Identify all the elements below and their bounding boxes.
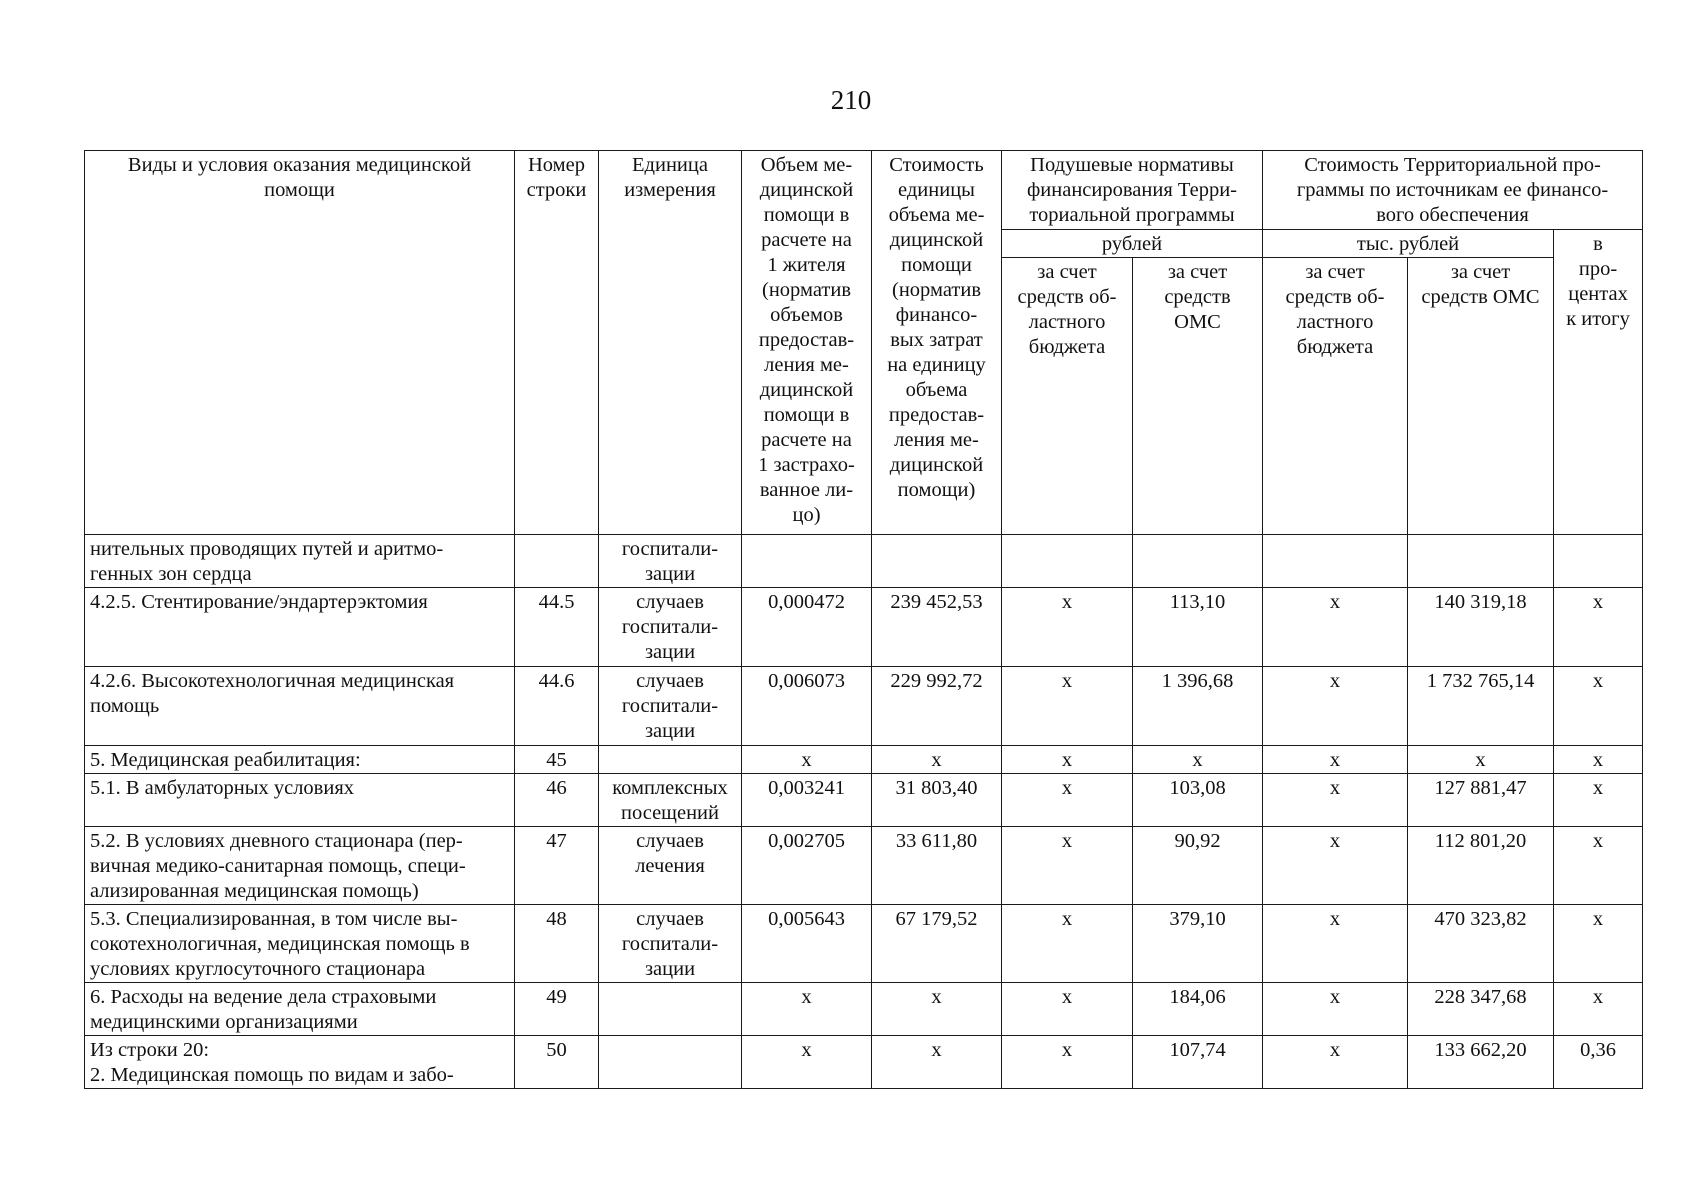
cell-unit: случаев госпитали- зации xyxy=(599,588,742,667)
cell-row-number: 44.5 xyxy=(515,588,599,667)
cell-care-type: 4.2.6. Высокотехнологичная медицинская помощь xyxy=(85,667,515,746)
cell-row-number: 50 xyxy=(515,1036,599,1089)
header-care-type: Виды и условия оказания медицинской помощи xyxy=(85,151,515,535)
header-program-oms: за счет средств ОМС xyxy=(1408,258,1554,535)
cell-care-type: 4.2.5. Стентирование/эндартерэктомия xyxy=(85,588,515,667)
cell-volume: 0,000472 xyxy=(742,588,872,667)
cell-per-capita-regional: x xyxy=(1002,667,1133,746)
cell-per-capita-regional xyxy=(1002,535,1133,588)
cell-per-capita-regional: x xyxy=(1002,827,1133,905)
cell-row-number xyxy=(515,535,599,588)
cell-volume xyxy=(742,535,872,588)
cell-percent-of-total: x xyxy=(1554,667,1643,746)
header-row-number: Номер строки xyxy=(515,151,599,535)
cell-care-type: 5. Медицинская реабилитация: xyxy=(85,746,515,774)
header-per-capita-regional: за счет средств об- ластного бюджета xyxy=(1002,258,1133,535)
cell-unit-cost: 67 179,52 xyxy=(872,905,1002,983)
table-row xyxy=(85,1036,1643,1089)
table-row xyxy=(85,588,1643,667)
cell-program-oms: 133 662,20 xyxy=(1408,1036,1554,1089)
cell-unit-cost: 33 611,80 xyxy=(872,827,1002,905)
cell-row-number: 49 xyxy=(515,983,599,1036)
cell-volume: 0,003241 xyxy=(742,774,872,827)
cell-percent-of-total xyxy=(1554,535,1643,588)
cell-unit: случаев госпитали- зации xyxy=(599,905,742,983)
cell-program-regional: x xyxy=(1263,588,1408,667)
header-per-capita-group: Подушевые нормативы финансирования Терри- ториальной программы xyxy=(1002,151,1263,230)
cell-volume: 0,002705 xyxy=(742,827,872,905)
header-program-cost-group: Стоимость Территориальной про- граммы по источникам ее финансо- вого обеспечения xyxy=(1263,151,1643,230)
cell-percent-of-total: x xyxy=(1554,827,1643,905)
header-unit: Единица измерения xyxy=(599,151,742,535)
cell-program-oms: 127 881,47 xyxy=(1408,774,1554,827)
cell-program-oms: 140 319,18 xyxy=(1408,588,1554,667)
cell-row-number: 48 xyxy=(515,905,599,983)
cell-unit: случаев госпитали- зации xyxy=(599,667,742,746)
cell-per-capita-oms: 184,06 xyxy=(1133,983,1263,1036)
cell-program-regional: x xyxy=(1263,667,1408,746)
header-per-capita-unit: рублей xyxy=(1002,230,1263,258)
table-row xyxy=(85,827,1643,905)
table-row xyxy=(85,983,1643,1036)
cell-program-oms: 1 732 765,14 xyxy=(1408,667,1554,746)
cell-volume: 0,006073 xyxy=(742,667,872,746)
cell-per-capita-regional: x xyxy=(1002,983,1133,1036)
header-row-1 xyxy=(85,151,1643,230)
cell-unit-cost: 229 992,72 xyxy=(872,667,1002,746)
cell-per-capita-regional: x xyxy=(1002,774,1133,827)
cell-percent-of-total: 0,36 xyxy=(1554,1036,1643,1089)
cell-per-capita-oms: 113,10 xyxy=(1133,588,1263,667)
table-row xyxy=(85,667,1643,746)
cell-percent-of-total: x xyxy=(1554,588,1643,667)
cell-unit-cost: 31 803,40 xyxy=(872,774,1002,827)
cell-unit: госпитали- зации xyxy=(599,535,742,588)
cell-percent-of-total: x xyxy=(1554,774,1643,827)
cell-program-regional: x xyxy=(1263,1036,1408,1089)
cell-program-oms: 112 801,20 xyxy=(1408,827,1554,905)
medical-care-cost-table xyxy=(84,150,1643,1089)
cell-program-regional: x xyxy=(1263,983,1408,1036)
header-per-capita-oms: за счет средств ОМС xyxy=(1133,258,1263,535)
cell-program-regional: x xyxy=(1263,774,1408,827)
cell-row-number: 46 xyxy=(515,774,599,827)
page-number: 210 xyxy=(830,85,872,115)
cell-care-type: 5.3. Специализированная, в том числе вы- сокотехнологичная, медицинская помощь в условиях круглосуточного стационара xyxy=(85,905,515,983)
cell-program-oms: 470 323,82 xyxy=(1408,905,1554,983)
cell-per-capita-regional: x xyxy=(1002,905,1133,983)
cell-unit-cost xyxy=(872,535,1002,588)
cell-volume: x xyxy=(742,746,872,774)
cell-per-capita-oms: 90,92 xyxy=(1133,827,1263,905)
header-volume: Объем ме- дицинской помощи в расчете на 1 жителя (норматив объемов предостав- ления ме- дицинской помощи в расчете на 1 застрахо- ванное ли- цо) xyxy=(742,151,872,535)
cell-per-capita-regional: x xyxy=(1002,746,1133,774)
cell-per-capita-oms: x xyxy=(1133,746,1263,774)
cell-row-number: 44.6 xyxy=(515,667,599,746)
header-program-cost-unit: тыс. рублей xyxy=(1263,230,1554,258)
cell-program-regional xyxy=(1263,535,1408,588)
cell-unit-cost: 239 452,53 xyxy=(872,588,1002,667)
cell-program-regional: x xyxy=(1263,746,1408,774)
cell-row-number: 45 xyxy=(515,746,599,774)
cell-per-capita-oms: 103,08 xyxy=(1133,774,1263,827)
cell-unit: случаев лечения xyxy=(599,827,742,905)
cell-per-capita-oms: 1 396,68 xyxy=(1133,667,1263,746)
cell-care-type: 6. Расходы на ведение дела страховыми медицинскими организациями xyxy=(85,983,515,1036)
table-row xyxy=(85,774,1643,827)
cell-per-capita-oms xyxy=(1133,535,1263,588)
cell-program-regional: x xyxy=(1263,827,1408,905)
table-row xyxy=(85,746,1643,774)
cell-unit xyxy=(599,983,742,1036)
cell-program-regional: x xyxy=(1263,905,1408,983)
header-program-regional: за счет средств об- ластного бюджета xyxy=(1263,258,1408,535)
cell-percent-of-total: x xyxy=(1554,746,1643,774)
cell-care-type: Из строки 20: 2. Медицинская помощь по видам и забо- xyxy=(85,1036,515,1089)
cell-per-capita-oms: 107,74 xyxy=(1133,1036,1263,1089)
cell-per-capita-regional: x xyxy=(1002,1036,1133,1089)
cell-unit xyxy=(599,746,742,774)
cell-program-oms xyxy=(1408,535,1554,588)
table-row xyxy=(85,905,1643,983)
cell-volume: 0,005643 xyxy=(742,905,872,983)
cell-unit: комплексных посещений xyxy=(599,774,742,827)
table-row xyxy=(85,535,1643,588)
cell-care-type: 5.1. В амбулаторных условиях xyxy=(85,774,515,827)
cell-unit-cost: x xyxy=(872,1036,1002,1089)
header-percent-of-total: в про- центах к итогу xyxy=(1554,230,1643,535)
cell-care-type: нительных проводящих путей и аритмо- генных зон сердца xyxy=(85,535,515,588)
cell-per-capita-oms: 379,10 xyxy=(1133,905,1263,983)
cell-percent-of-total: x xyxy=(1554,905,1643,983)
cell-care-type: 5.2. В условиях дневного стационара (пер- вичная медико-санитарная помощь, специ- ализированная медицинская помощь) xyxy=(85,827,515,905)
cell-program-oms: 228 347,68 xyxy=(1408,983,1554,1036)
cell-percent-of-total: x xyxy=(1554,983,1643,1036)
cell-volume: x xyxy=(742,1036,872,1089)
header-unit-cost: Стоимость единицы объема ме- дицинской помощи (норматив финансо- вых затрат на единицу объема предостав- ления ме- дицинской помощи) xyxy=(872,151,1002,535)
cell-per-capita-regional: x xyxy=(1002,588,1133,667)
cell-row-number: 47 xyxy=(515,827,599,905)
cell-unit-cost: x xyxy=(872,983,1002,1036)
cell-program-oms: x xyxy=(1408,746,1554,774)
cell-unit xyxy=(599,1036,742,1089)
cell-unit-cost: x xyxy=(872,746,1002,774)
cell-volume: x xyxy=(742,983,872,1036)
